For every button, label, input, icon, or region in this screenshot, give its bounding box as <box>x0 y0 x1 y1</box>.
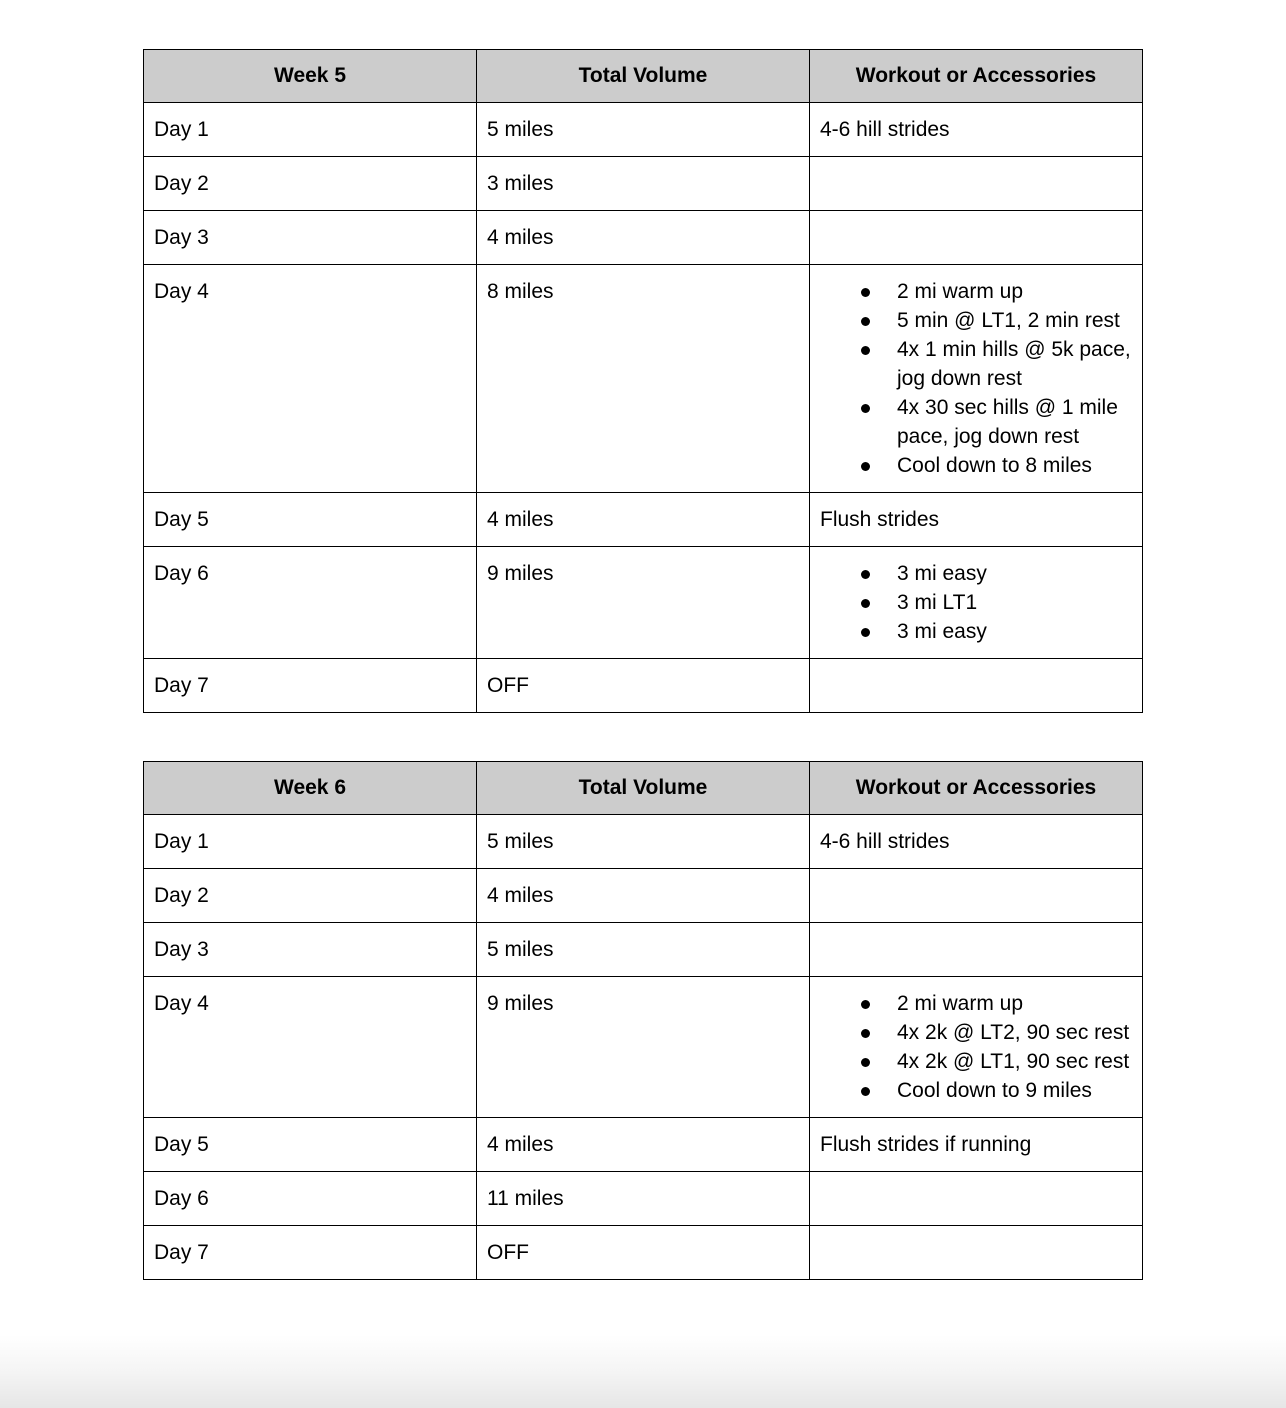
workout-list-item: 2 mi warm up <box>897 989 1132 1018</box>
volume-cell: 4 miles <box>477 493 810 547</box>
workout-cell: 4-6 hill strides <box>810 103 1143 157</box>
table-row <box>144 977 1143 1118</box>
volume-cell: 4 miles <box>477 869 810 923</box>
workout-list-item: 4x 2k @ LT2, 90 sec rest <box>897 1018 1132 1047</box>
workout-cell <box>810 977 1143 1118</box>
workout-list-item: 4x 1 min hills @ 5k pace, jog down rest <box>897 335 1132 393</box>
volume-cell: 5 miles <box>477 923 810 977</box>
workout-cell <box>810 869 1143 923</box>
volume-cell: 11 miles <box>477 1172 810 1226</box>
header-week: Week 6 <box>144 762 477 815</box>
workout-cell <box>810 1226 1143 1280</box>
day-cell: Day 1 <box>144 815 477 869</box>
week-6-table <box>143 761 1143 1280</box>
workout-cell: Flush strides <box>810 493 1143 547</box>
workout-list-item: 5 min @ LT1, 2 min rest <box>897 306 1132 335</box>
volume-cell: 4 miles <box>477 211 810 265</box>
workout-list-item: 4x 30 sec hills @ 1 mile pace, jog down rest <box>897 393 1132 451</box>
table-row <box>144 157 1143 211</box>
table-row <box>144 1226 1143 1280</box>
volume-cell: 5 miles <box>477 815 810 869</box>
workout-cell <box>810 157 1143 211</box>
volume-cell: 5 miles <box>477 103 810 157</box>
header-total-volume: Total Volume <box>477 50 810 103</box>
table-row <box>144 211 1143 265</box>
table-row <box>144 659 1143 713</box>
workout-list <box>820 559 1132 646</box>
workout-cell <box>810 265 1143 493</box>
workout-cell <box>810 547 1143 659</box>
day-cell: Day 3 <box>144 923 477 977</box>
header-week: Week 5 <box>144 50 477 103</box>
workout-list-item: Cool down to 9 miles <box>897 1076 1132 1105</box>
day-cell: Day 2 <box>144 869 477 923</box>
header-total-volume: Total Volume <box>477 762 810 815</box>
day-cell: Day 7 <box>144 1226 477 1280</box>
header-workout: Workout or Accessories <box>810 50 1143 103</box>
table-row <box>144 1118 1143 1172</box>
workout-cell: Flush strides if running <box>810 1118 1143 1172</box>
workout-cell <box>810 1172 1143 1226</box>
workout-cell <box>810 211 1143 265</box>
day-cell: Day 3 <box>144 211 477 265</box>
day-cell: Day 1 <box>144 103 477 157</box>
volume-cell: 4 miles <box>477 1118 810 1172</box>
table-header-row <box>144 50 1143 103</box>
workout-list <box>820 277 1132 480</box>
volume-cell: 9 miles <box>477 547 810 659</box>
workout-list-item: 3 mi easy <box>897 617 1132 646</box>
workout-list-item: 2 mi warm up <box>897 277 1132 306</box>
table-row <box>144 923 1143 977</box>
workout-cell: 4-6 hill strides <box>810 815 1143 869</box>
table-row <box>144 547 1143 659</box>
table-row <box>144 815 1143 869</box>
day-cell: Day 5 <box>144 1118 477 1172</box>
week-5-table <box>143 49 1143 713</box>
volume-cell: OFF <box>477 1226 810 1280</box>
workout-list-item: Cool down to 8 miles <box>897 451 1132 480</box>
workout-list-item: 4x 2k @ LT1, 90 sec rest <box>897 1047 1132 1076</box>
day-cell: Day 6 <box>144 1172 477 1226</box>
table-row <box>144 493 1143 547</box>
table-row <box>144 869 1143 923</box>
table-row <box>144 103 1143 157</box>
day-cell: Day 7 <box>144 659 477 713</box>
day-cell: Day 4 <box>144 977 477 1118</box>
workout-cell <box>810 923 1143 977</box>
workout-list-item: 3 mi easy <box>897 559 1132 588</box>
day-cell: Day 4 <box>144 265 477 493</box>
table-row <box>144 1172 1143 1226</box>
workout-list-item: 3 mi LT1 <box>897 588 1132 617</box>
volume-cell: OFF <box>477 659 810 713</box>
volume-cell: 9 miles <box>477 977 810 1118</box>
workout-cell <box>810 659 1143 713</box>
header-workout: Workout or Accessories <box>810 762 1143 815</box>
volume-cell: 3 miles <box>477 157 810 211</box>
table-header-row <box>144 762 1143 815</box>
table-row <box>144 265 1143 493</box>
workout-list <box>820 989 1132 1105</box>
day-cell: Day 2 <box>144 157 477 211</box>
day-cell: Day 6 <box>144 547 477 659</box>
day-cell: Day 5 <box>144 493 477 547</box>
volume-cell: 8 miles <box>477 265 810 493</box>
